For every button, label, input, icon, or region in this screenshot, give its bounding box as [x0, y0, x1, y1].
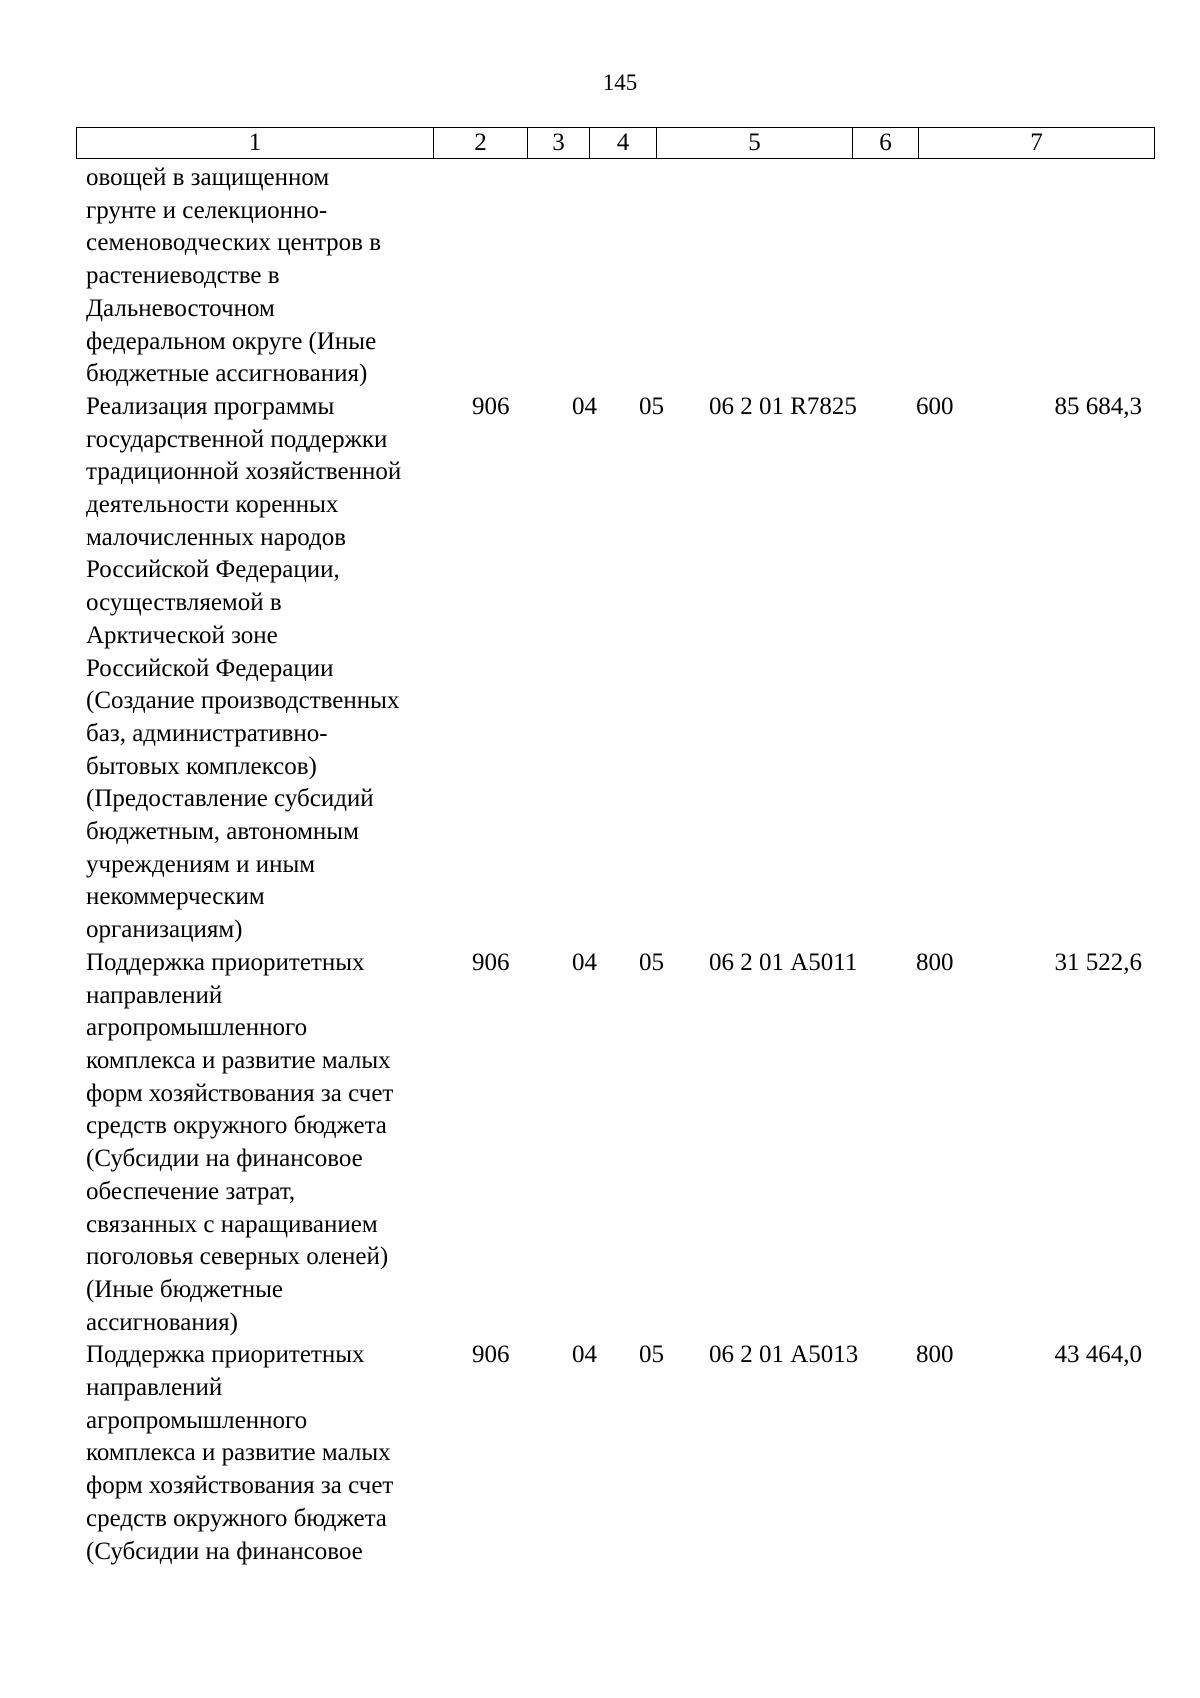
page-number: 145: [602, 70, 638, 95]
row-grbs: 906: [472, 1341, 510, 1369]
row-expense-type: 800: [916, 948, 954, 976]
row-description: Поддержка приоритетных направлений агропромышленного комплекса и развитие малых форм хозяйствования за счет средств окружного бюджета (Субсидии на финансовое: [86, 1341, 394, 1565]
table-row: [76, 162, 1154, 391]
column-header-7: 7: [919, 128, 1155, 159]
row-grbs: 906: [472, 392, 510, 420]
row-section: 04: [572, 392, 597, 420]
row-section: 04: [572, 1341, 597, 1369]
row-subsection: 05: [639, 1341, 664, 1369]
row-amount: 31 522,6: [1054, 948, 1142, 976]
row-amount: 43 464,0: [1054, 1341, 1142, 1369]
row-expense-type: 600: [916, 392, 954, 420]
row-subsection: 05: [639, 392, 664, 420]
row-description: овощей в защищенном грунте и селекционно- семеноводческих центров в растениеводстве в Дальневосточном федеральном округе (Иные бюджетные ассигнования): [86, 164, 382, 388]
row-subsection: 05: [639, 948, 664, 976]
row-section: 04: [572, 948, 597, 976]
row-expense-type: 800: [916, 1341, 954, 1369]
row-target-code: 06 2 01 R7825: [709, 392, 857, 420]
column-header-table: [76, 127, 1155, 159]
column-header-6: 6: [853, 128, 919, 159]
row-amount: 85 684,3: [1054, 392, 1142, 420]
row-target-code: 06 2 01 А5011: [709, 948, 858, 976]
table-row: [76, 391, 1154, 947]
column-header-3: 3: [528, 128, 590, 159]
table-row: [76, 1339, 1154, 1568]
row-description: Реализация программы государственной поддержки традиционной хозяйственной деятельности коренных малочисленных народов Российской Федерации, осуществляемой в Арктической зоне Российской Федерации (Создание производственных баз, административно- бытовых комплексов) (Предоставление субсидий бюджетным, автономным учреждениям и иным некоммерческим организациям): [86, 392, 402, 944]
column-header-5: 5: [657, 128, 853, 159]
column-header-4: 4: [590, 128, 657, 159]
row-grbs: 906: [472, 948, 510, 976]
table-body: [76, 162, 1154, 1568]
row-description: Поддержка приоритетных направлений агропромышленного комплекса и развитие малых форм хозяйствования за счет средств окружного бюджета (Субсидии на финансовое обеспечение затрат, связанных с наращиванием поголовья северных оленей) (Иные бюджетные ассигнования): [86, 948, 394, 1336]
column-header-row: [77, 128, 1155, 159]
table-row: [76, 947, 1154, 1339]
column-header-2: 2: [434, 128, 528, 159]
row-target-code: 06 2 01 А5013: [709, 1341, 859, 1369]
column-header-1: 1: [77, 128, 434, 159]
